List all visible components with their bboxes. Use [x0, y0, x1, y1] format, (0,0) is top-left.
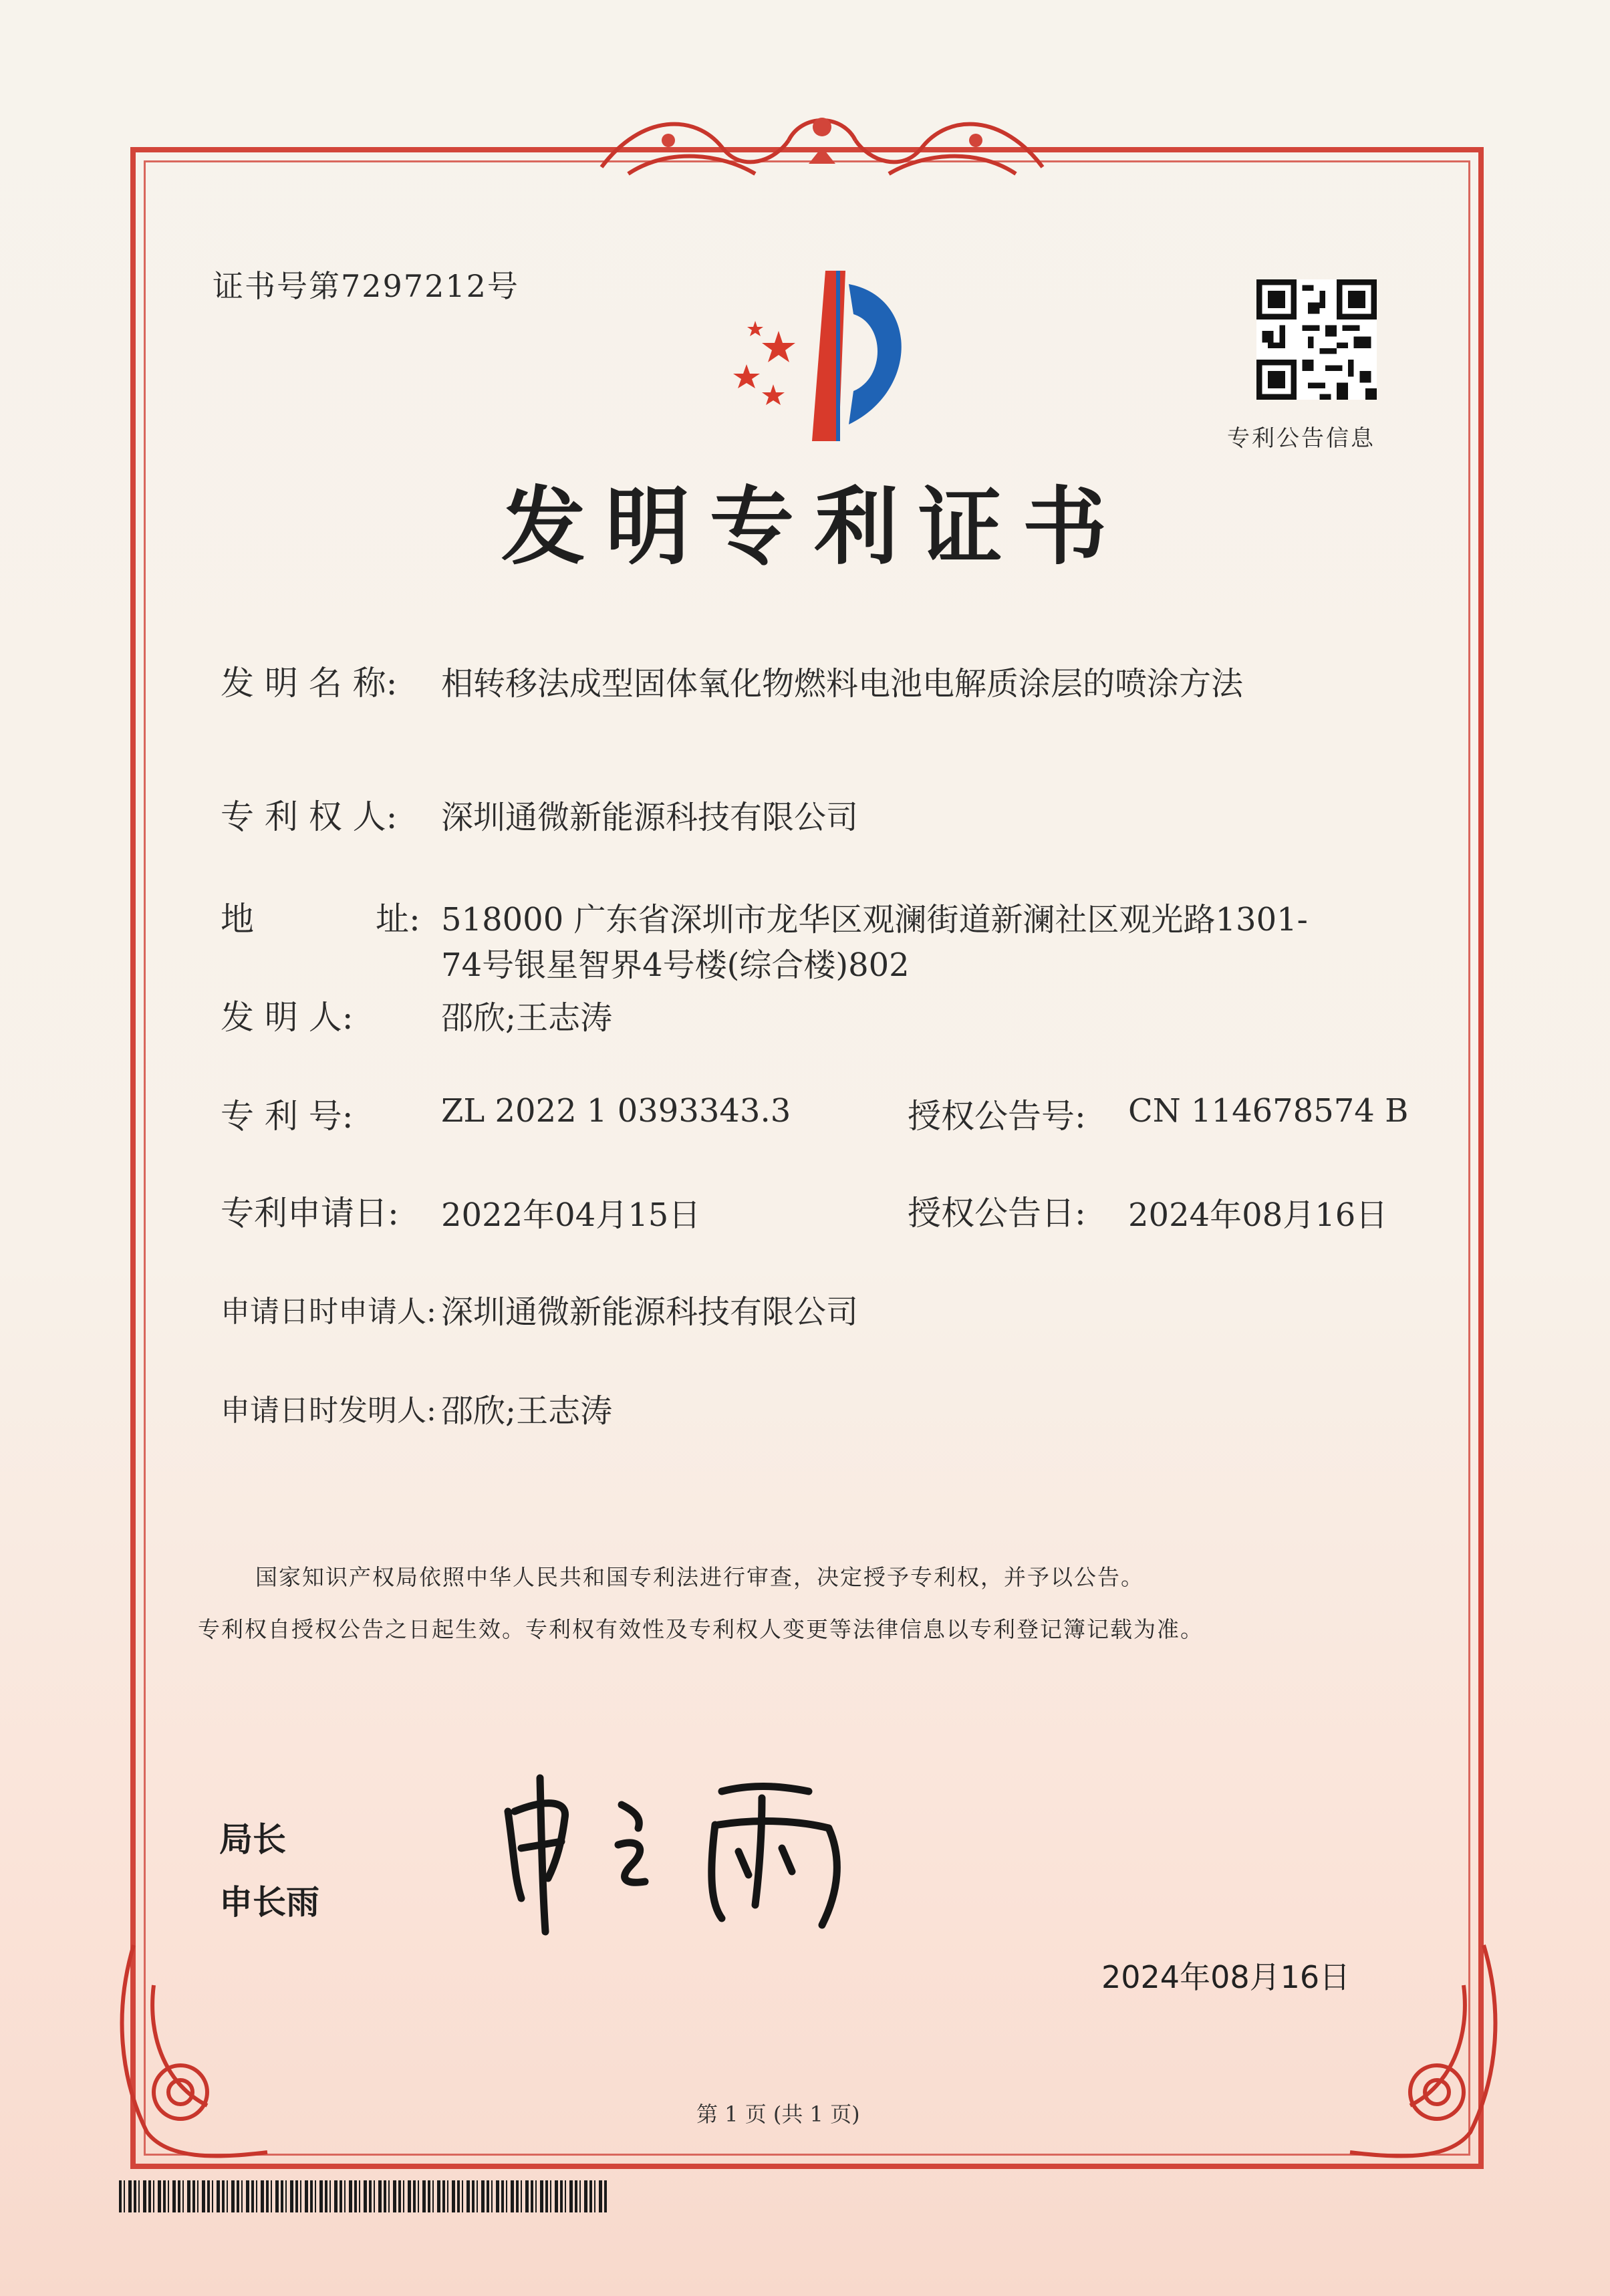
bottom-right-ornament — [1323, 1932, 1510, 2172]
patentee-value: 深圳通微新能源科技有限公司 — [441, 799, 859, 836]
inventor-value: 邵欣;王志涛 — [441, 999, 613, 1037]
grant-publication-number-label: 授权公告号: — [908, 1097, 1086, 1136]
invention-name-label: 发 明 名 称: — [221, 664, 398, 703]
page-title: 发明专利证书 — [501, 478, 1127, 576]
commissioner-name: 申长雨 — [219, 1883, 319, 1922]
bottom-left-ornament — [107, 1932, 294, 2172]
notice-line-1: 国家知识产权局依照中华人民共和国专利法进行审查，决定授予专利权，并予以公告。 — [255, 1564, 1144, 1590]
top-ornament — [588, 100, 1056, 187]
handwritten-signature — [495, 1765, 869, 1938]
signature-date: 2024年08月16日 — [1101, 1959, 1351, 1995]
invention-name-value: 相转移法成型固体氧化物燃料电池电解质涂层的喷涂方法 — [441, 665, 1244, 703]
address-line-2: 74号银星智界4号楼(综合楼)802 — [441, 946, 910, 984]
notice-line-2: 专利权自授权公告之日起生效。专利权有效性及专利权人变更等法律信息以专利登记簿记载为准。 — [198, 1616, 1204, 1642]
patent-number-label: 专 利 号: — [221, 1097, 354, 1136]
applicant-at-filing-value: 深圳通微新能源科技有限公司 — [441, 1293, 859, 1331]
qr-code — [1256, 279, 1377, 400]
page-number: 第 1 页 (共 1 页) — [696, 2101, 860, 2127]
certificate-number: 证书号第7297212号 — [213, 268, 519, 304]
grant-publication-date-label: 授权公告日: — [908, 1194, 1086, 1233]
cnipa-logo — [698, 257, 946, 451]
grant-publication-date-value: 2024年08月16日 — [1128, 1196, 1388, 1234]
address-label-end: 址: — [376, 900, 420, 938]
address-line-1: 518000 广东省深圳市龙华区观澜街道新澜社区观光路1301- — [441, 901, 1308, 938]
patentee-label: 专 利 权 人: — [221, 797, 398, 836]
inventor-at-filing-value: 邵欣;王志涛 — [441, 1392, 613, 1430]
grant-publication-number-value: CN 114678574 B — [1128, 1092, 1409, 1130]
patent-number-value: ZL 2022 1 0393343.3 — [441, 1092, 791, 1130]
commissioner-title: 局长 — [219, 1820, 286, 1859]
barcode — [119, 2180, 607, 2212]
applicant-at-filing-label: 申请日时申请人: — [221, 1295, 436, 1329]
qr-caption: 专利公告信息 — [1227, 425, 1375, 452]
filing-date-value: 2022年04月15日 — [441, 1196, 701, 1234]
filing-date-label: 专利申请日: — [221, 1194, 399, 1233]
address-label-start: 地 — [221, 900, 254, 938]
inventor-at-filing-label: 申请日时发明人: — [221, 1394, 436, 1428]
inventor-label: 发 明 人: — [221, 998, 354, 1037]
